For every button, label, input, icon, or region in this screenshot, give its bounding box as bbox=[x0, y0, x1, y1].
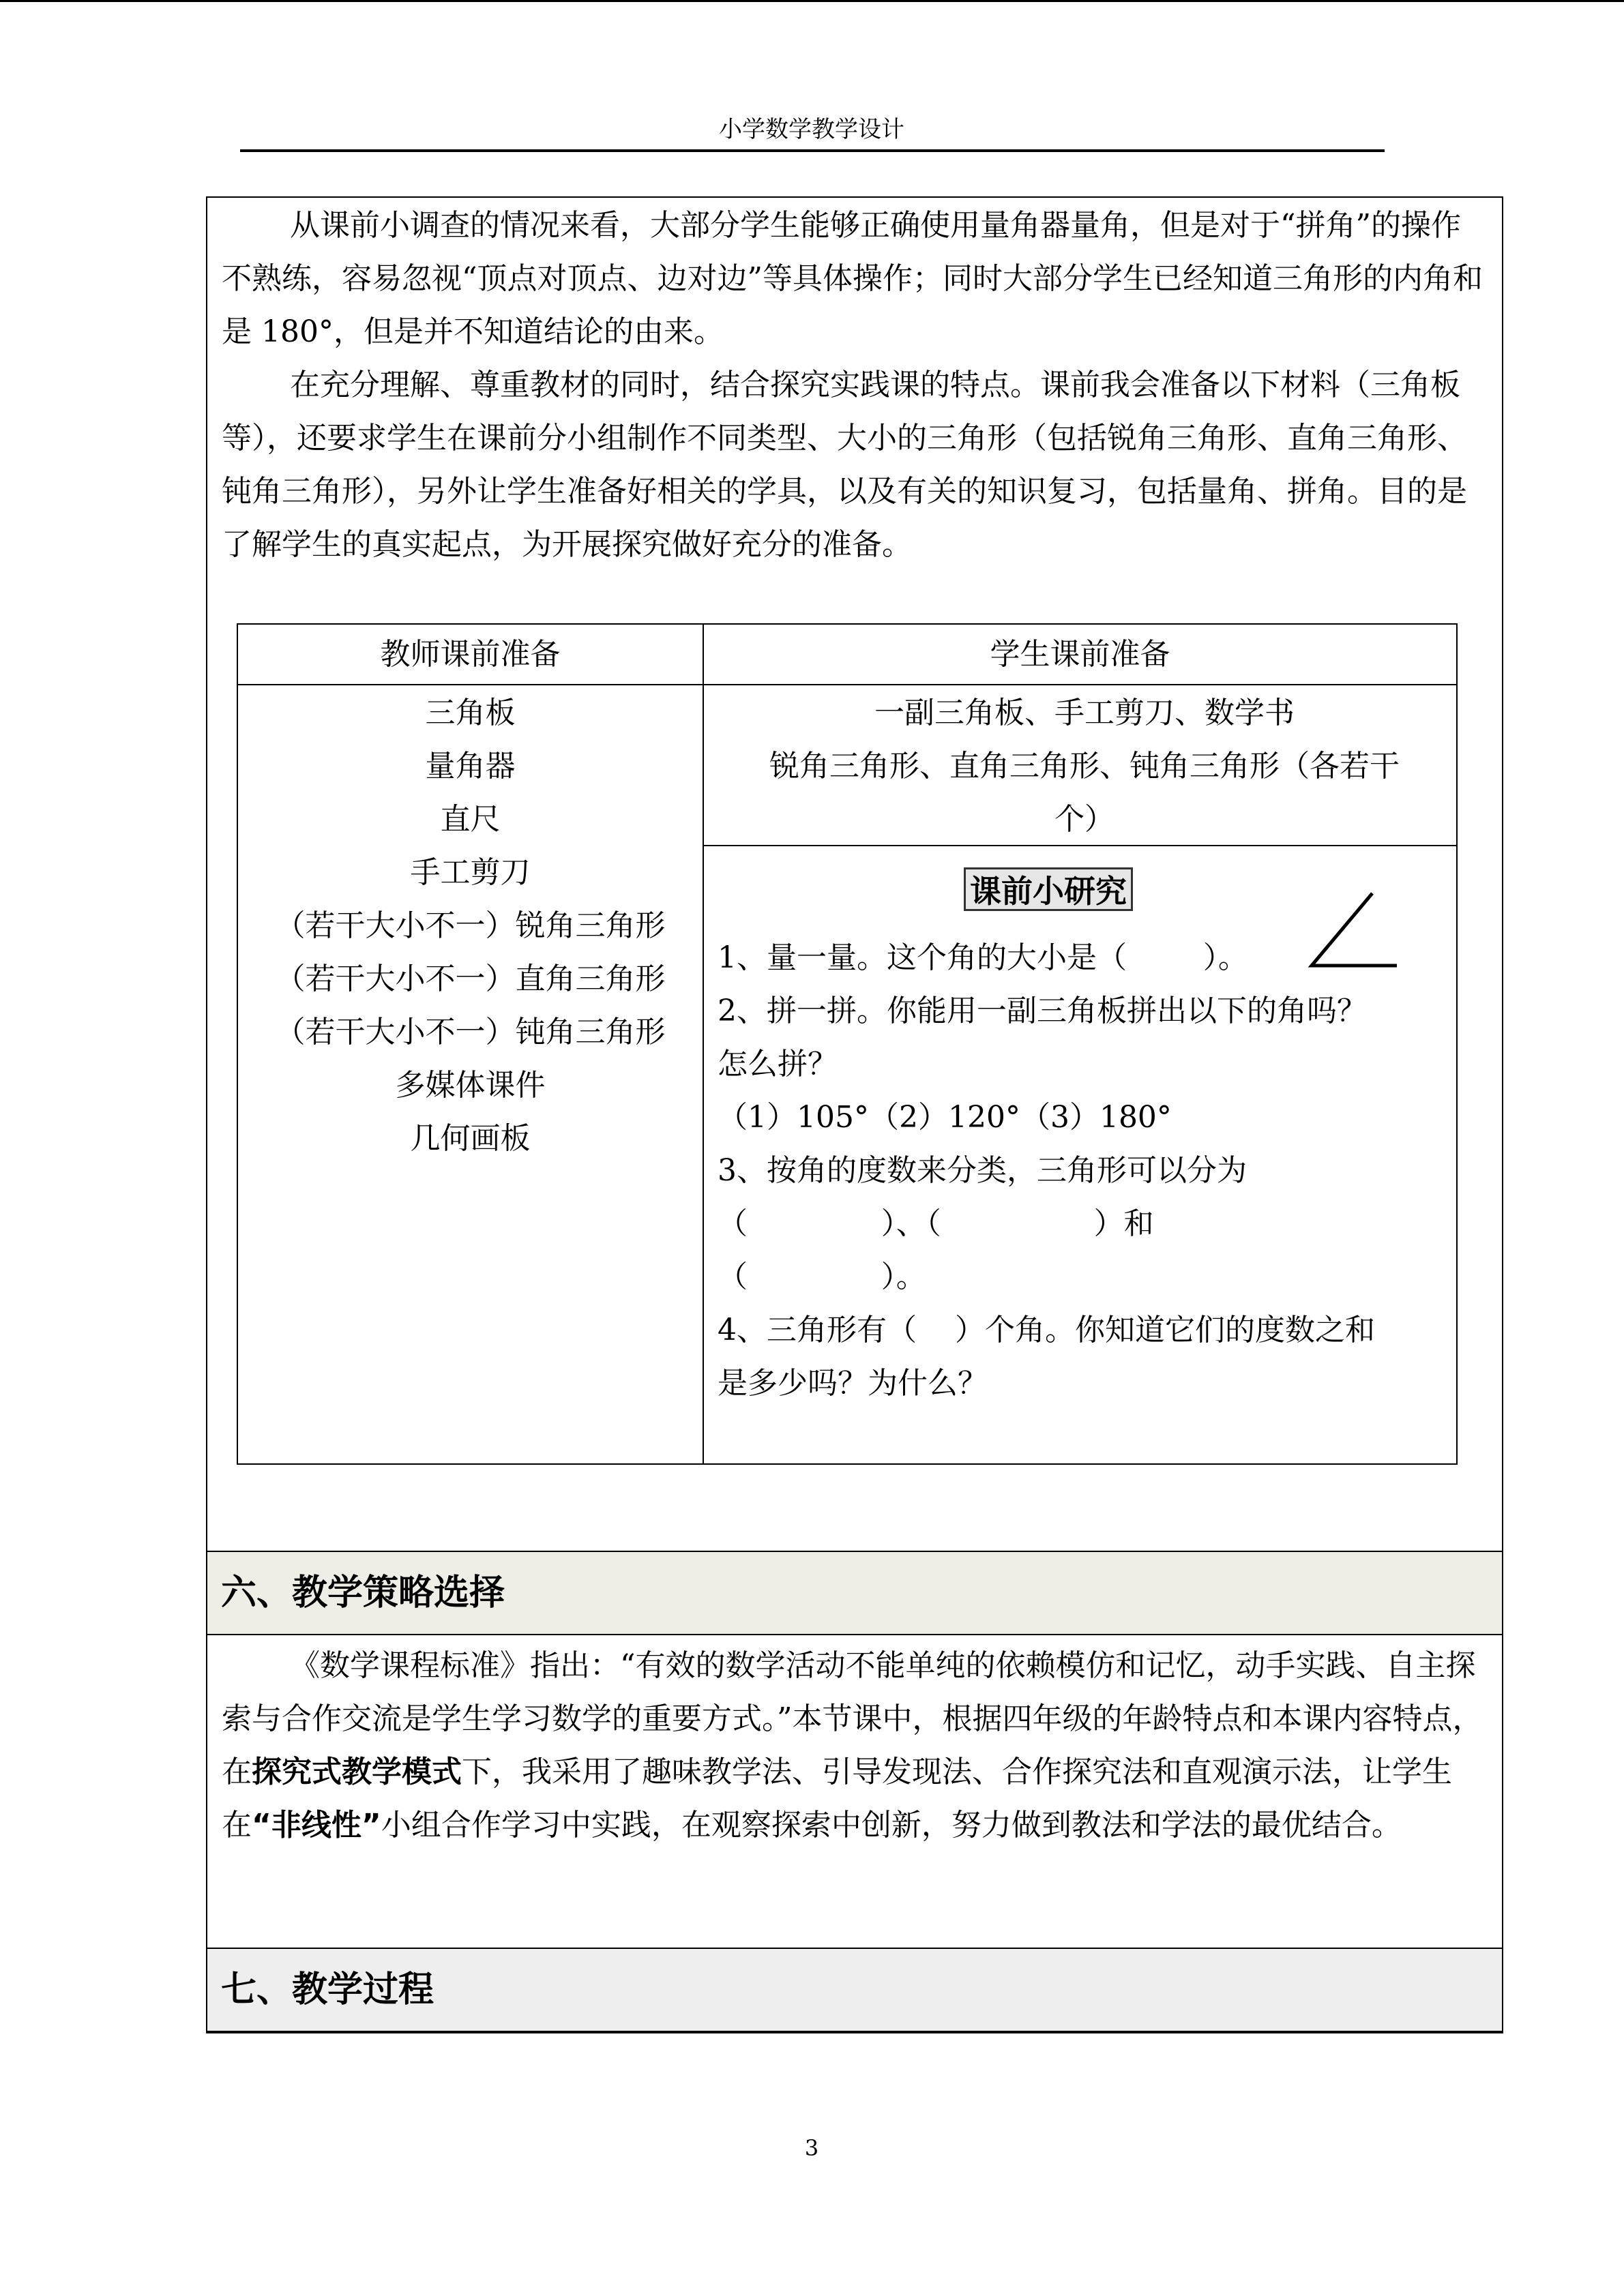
page-top-border bbox=[0, 0, 1624, 2]
student-prep-list bbox=[723, 687, 1446, 846]
intro-paragraph-2: 在充分理解、尊重教材的同时，结合探究实践课的特点。课前我会准备以下材料（三角板等），还要求学生在课前分小组制作不同类型、大小的三角形（包括锐角三角形、直角三角形、钝角三角形），另外让学生准备好相关的学具，以及有关的知识复习，包括量角、拼角。目的是了解学生的真实起点，为开展探究做好充分的准备。 bbox=[222, 368, 1467, 562]
intro-paragraph-1: 从课前小调查的情况来看，大部分学生能够正确使用量角器量角，但是对于“拼角”的操作不熟练，容易忽视“顶点对顶点、边对边”等具体操作；同时大部分学生已经知道三角形的内角和是 180°，但是并不知道结论的由来。 bbox=[222, 208, 1483, 349]
page-number: 3 bbox=[804, 2135, 819, 2161]
header-rule bbox=[240, 149, 1385, 152]
list-item: 几何画板 bbox=[410, 1121, 531, 1156]
strategy-text-c: 小组合作学习中实践，在观察探索中创新，努力做到教法和学法的最优结合。 bbox=[381, 1808, 1402, 1843]
pre-study-question-4-cont: 是多少吗？为什么？ bbox=[718, 1366, 988, 1401]
strategy-paragraph bbox=[222, 1639, 1487, 1852]
angle-figure-icon bbox=[1306, 886, 1398, 975]
pre-study-blanks-2: （ ）。 bbox=[718, 1259, 926, 1294]
strategy-bold-b: “非线性” bbox=[252, 1808, 381, 1843]
list-item: 手工剪刀 bbox=[410, 855, 531, 890]
pre-study-question-1: 1、量一量。这个角的大小是（ ）。 bbox=[718, 940, 1248, 975]
list-item: 直尺 bbox=[440, 802, 501, 837]
student-prep-header: 学生课前准备 bbox=[990, 637, 1170, 672]
list-item: 一副三角板、手工剪刀、数学书 bbox=[874, 696, 1295, 730]
pre-study-title: 课前小研究 bbox=[964, 867, 1133, 911]
pre-study-question-3: 3、按角的度数来分类，三角形可以分为 bbox=[718, 1153, 1247, 1188]
list-item: （若干大小不一）直角三角形 bbox=[275, 961, 666, 996]
list-item: （若干大小不一）锐角三角形 bbox=[275, 908, 666, 943]
strategy-bold-a: 探究式教学模式 bbox=[252, 1755, 462, 1789]
table-header-divider bbox=[237, 684, 1458, 685]
section-6-header: 六、教学策略选择 bbox=[207, 1551, 1502, 1635]
list-item: 量角器 bbox=[425, 749, 516, 784]
pre-study-question-4: 4、三角形有（ ）个角。你知道它们的度数之和 bbox=[718, 1313, 1375, 1347]
table-column-divider bbox=[703, 623, 704, 1465]
pre-study-blanks-1: （ ）、（ ）和 bbox=[718, 1206, 1154, 1241]
section-7-header: 七、教学过程 bbox=[207, 1948, 1502, 2032]
strategy-text-a: 《数学课程标准》指出：“有效的数学活动不能单纯的依赖模仿和记忆，动手实践、自主探索与合作交流是学生学习数学的重要方式。”本节课中，根据四年级的年龄特点和本课内容特点，在 bbox=[222, 1648, 1483, 1789]
list-item: 锐角三角形、直角三角形、钝角三角形（各若干 bbox=[769, 749, 1400, 784]
teacher-prep-header: 教师课前准备 bbox=[380, 637, 561, 672]
page-header-title: 小学数学教学设计 bbox=[719, 116, 904, 143]
list-item: 个） bbox=[1054, 802, 1114, 837]
pre-study-question-2-cont: 怎么拼？ bbox=[718, 1047, 838, 1082]
strategy-text-b: 下，我采用了趣味教学法、引导发现法、合作探究法和直观演示法，让学生在 bbox=[222, 1755, 1452, 1843]
pre-study-angles: （1）105°（2）120°（3）180° bbox=[718, 1100, 1172, 1135]
list-item: 三角板 bbox=[425, 696, 516, 730]
pre-study-question-2: 2、拼一拼。你能用一副三角板拼出以下的角吗？ bbox=[718, 994, 1367, 1028]
list-item: （若干大小不一）钝角三角形 bbox=[275, 1015, 666, 1049]
list-item: 多媒体课件 bbox=[395, 1068, 546, 1103]
teacher-prep-list bbox=[238, 687, 703, 1165]
